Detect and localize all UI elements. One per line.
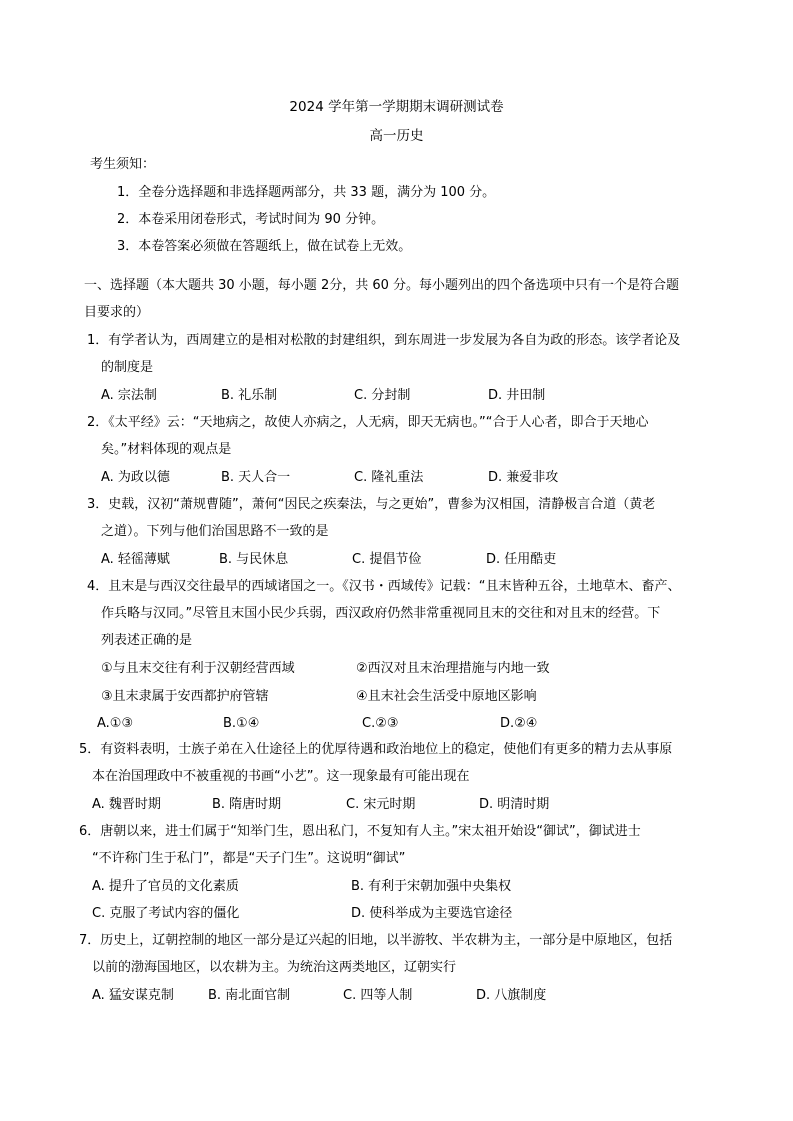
- question-5-stem: 本在治国理政中不被重视的书画“小艺”。这一现象最有可能出现在: [92, 769, 470, 784]
- question-4-statement-2: ②西汉对且末治理措施与内地一致: [356, 661, 550, 676]
- question-4-statement-3: ③且末隶属于安西都护府管辖: [101, 689, 269, 704]
- question-4-option-b: B.①④: [223, 716, 260, 731]
- question-7-option-d: D. 八旗制度: [476, 988, 547, 1003]
- question-2-option-c: C. 隆礼重法: [354, 470, 424, 485]
- question-4-stem: 列表述正确的是: [101, 633, 193, 648]
- question-4-stem: 4．且末是与西汉交往最早的西域诸国之一。《汉书・西域传》记载：“且末皆种五谷，土地草木、畜产、: [87, 579, 681, 594]
- question-6-stem: 6．唐朝以来，进士们属于“知举门生，恩出私门，不复知有人主。”宋太祖开始设“御试”，御试进士: [79, 824, 641, 839]
- question-2-option-a: A. 为政以德: [101, 470, 170, 485]
- exam-title: 2024 学年第一学期期末调研测试卷: [289, 99, 504, 115]
- question-3-option-d: D. 任用酷吏: [486, 552, 557, 567]
- section-heading: 一、选择题（本大题共 30 小题，每小题 2分，共 60 分。每小题列出的四个备选项中只有一个是符合题: [84, 278, 680, 293]
- question-5-option-c: C. 宋元时期: [346, 797, 416, 812]
- question-1-option-b: B. 礼乐制: [221, 388, 278, 403]
- question-6-option-d: D. 使科举成为主要选官途径: [351, 906, 513, 921]
- question-2-stem: 矣。”材料体现的观点是: [101, 442, 232, 457]
- question-4-option-d: D.②④: [500, 716, 538, 731]
- question-4-statement-1: ①与且末交往有利于汉朝经营西域: [101, 661, 295, 676]
- question-6-stem: “不许称门生于私门”，都是“天子门生”。这说明“御试”: [92, 851, 406, 866]
- question-4-option-c: C.②③: [362, 716, 399, 731]
- notice-item: 3．本卷答案必须做在答题纸上，做在试卷上无效。: [117, 239, 412, 254]
- question-4-option-a: A.①③: [97, 716, 134, 731]
- question-2-option-d: D. 兼爱非攻: [488, 470, 559, 485]
- question-1-option-a: A. 宗法制: [101, 388, 157, 403]
- question-3-stem: 3．史载，汉初“萧规曹随”，萧何“因民之疾秦法，与之更始”，曹参为汉相国，清静极言合道（黄老: [87, 497, 656, 512]
- question-3-option-b: B. 与民休息: [219, 552, 289, 567]
- section-heading-cont: 目要求的）: [84, 305, 150, 320]
- question-6-option-a: A. 提升了官员的文化素质: [92, 879, 239, 894]
- question-5-option-d: D. 明清时期: [479, 797, 550, 812]
- question-4-stem: 作兵略与汉同。”尽管且末国小民少兵弱，西汉政府仍然非常重视同且末的交往和对且末的经营。下: [101, 606, 661, 621]
- question-7-option-c: C. 四等人制: [343, 988, 413, 1003]
- question-6-option-c: C. 克服了考试内容的僵化: [92, 906, 240, 921]
- question-7-option-b: B. 南北面官制: [208, 988, 291, 1003]
- question-4-statement-4: ④且末社会生活受中原地区影响: [356, 689, 537, 704]
- question-3-stem: 之道）。下列与他们治国思路不一致的是: [101, 524, 329, 539]
- question-1-option-d: D. 井田制: [488, 388, 546, 403]
- question-5-option-b: B. 隋唐时期: [212, 797, 282, 812]
- question-7-option-a: A. 猛安谋克制: [92, 988, 174, 1003]
- notice-heading: 考生须知：: [90, 157, 156, 172]
- question-7-stem: 7．历史上，辽朝控制的地区一部分是辽兴起的旧地，以半游牧、半农耕为主，一部分是中原地区，包括: [79, 933, 673, 948]
- question-2-stem: 2．《太平经》云：“天地病之，故使人亦病之，人无病，即天无病也。”“合于人心者，即合于天地心: [87, 415, 649, 430]
- question-3-option-c: C. 提倡节俭: [352, 552, 422, 567]
- question-7-stem: 以前的渤海国地区，以农耕为主。为统治这两类地区，辽朝实行: [92, 960, 457, 975]
- question-6-option-b: B. 有利于宋朝加强中央集权: [351, 879, 512, 894]
- exam-subject: 高一历史: [369, 128, 424, 144]
- notice-item: 2．本卷采用闭卷形式，考试时间为 90 分钟。: [117, 212, 385, 227]
- question-5-option-a: A. 魏晋时期: [92, 797, 161, 812]
- question-1-stem: 1．有学者认为，西周建立的是相对松散的封建组织，到东周进一步发展为各自为政的形态。该学者论及: [87, 333, 681, 348]
- notice-item: 1．全卷分选择题和非选择题两部分，共 33 题，满分为 100 分。: [117, 185, 496, 200]
- question-1-stem: 的制度是: [101, 360, 154, 375]
- question-2-option-b: B. 天人合一: [221, 470, 291, 485]
- question-3-option-a: A. 轻徭薄赋: [101, 552, 170, 567]
- question-5-stem: 5．有资料表明，士族子弟在入仕途径上的优厚待遇和政治地位上的稳定，使他们有更多的精力去从事原: [79, 742, 673, 757]
- question-1-option-c: C. 分封制: [354, 388, 411, 403]
